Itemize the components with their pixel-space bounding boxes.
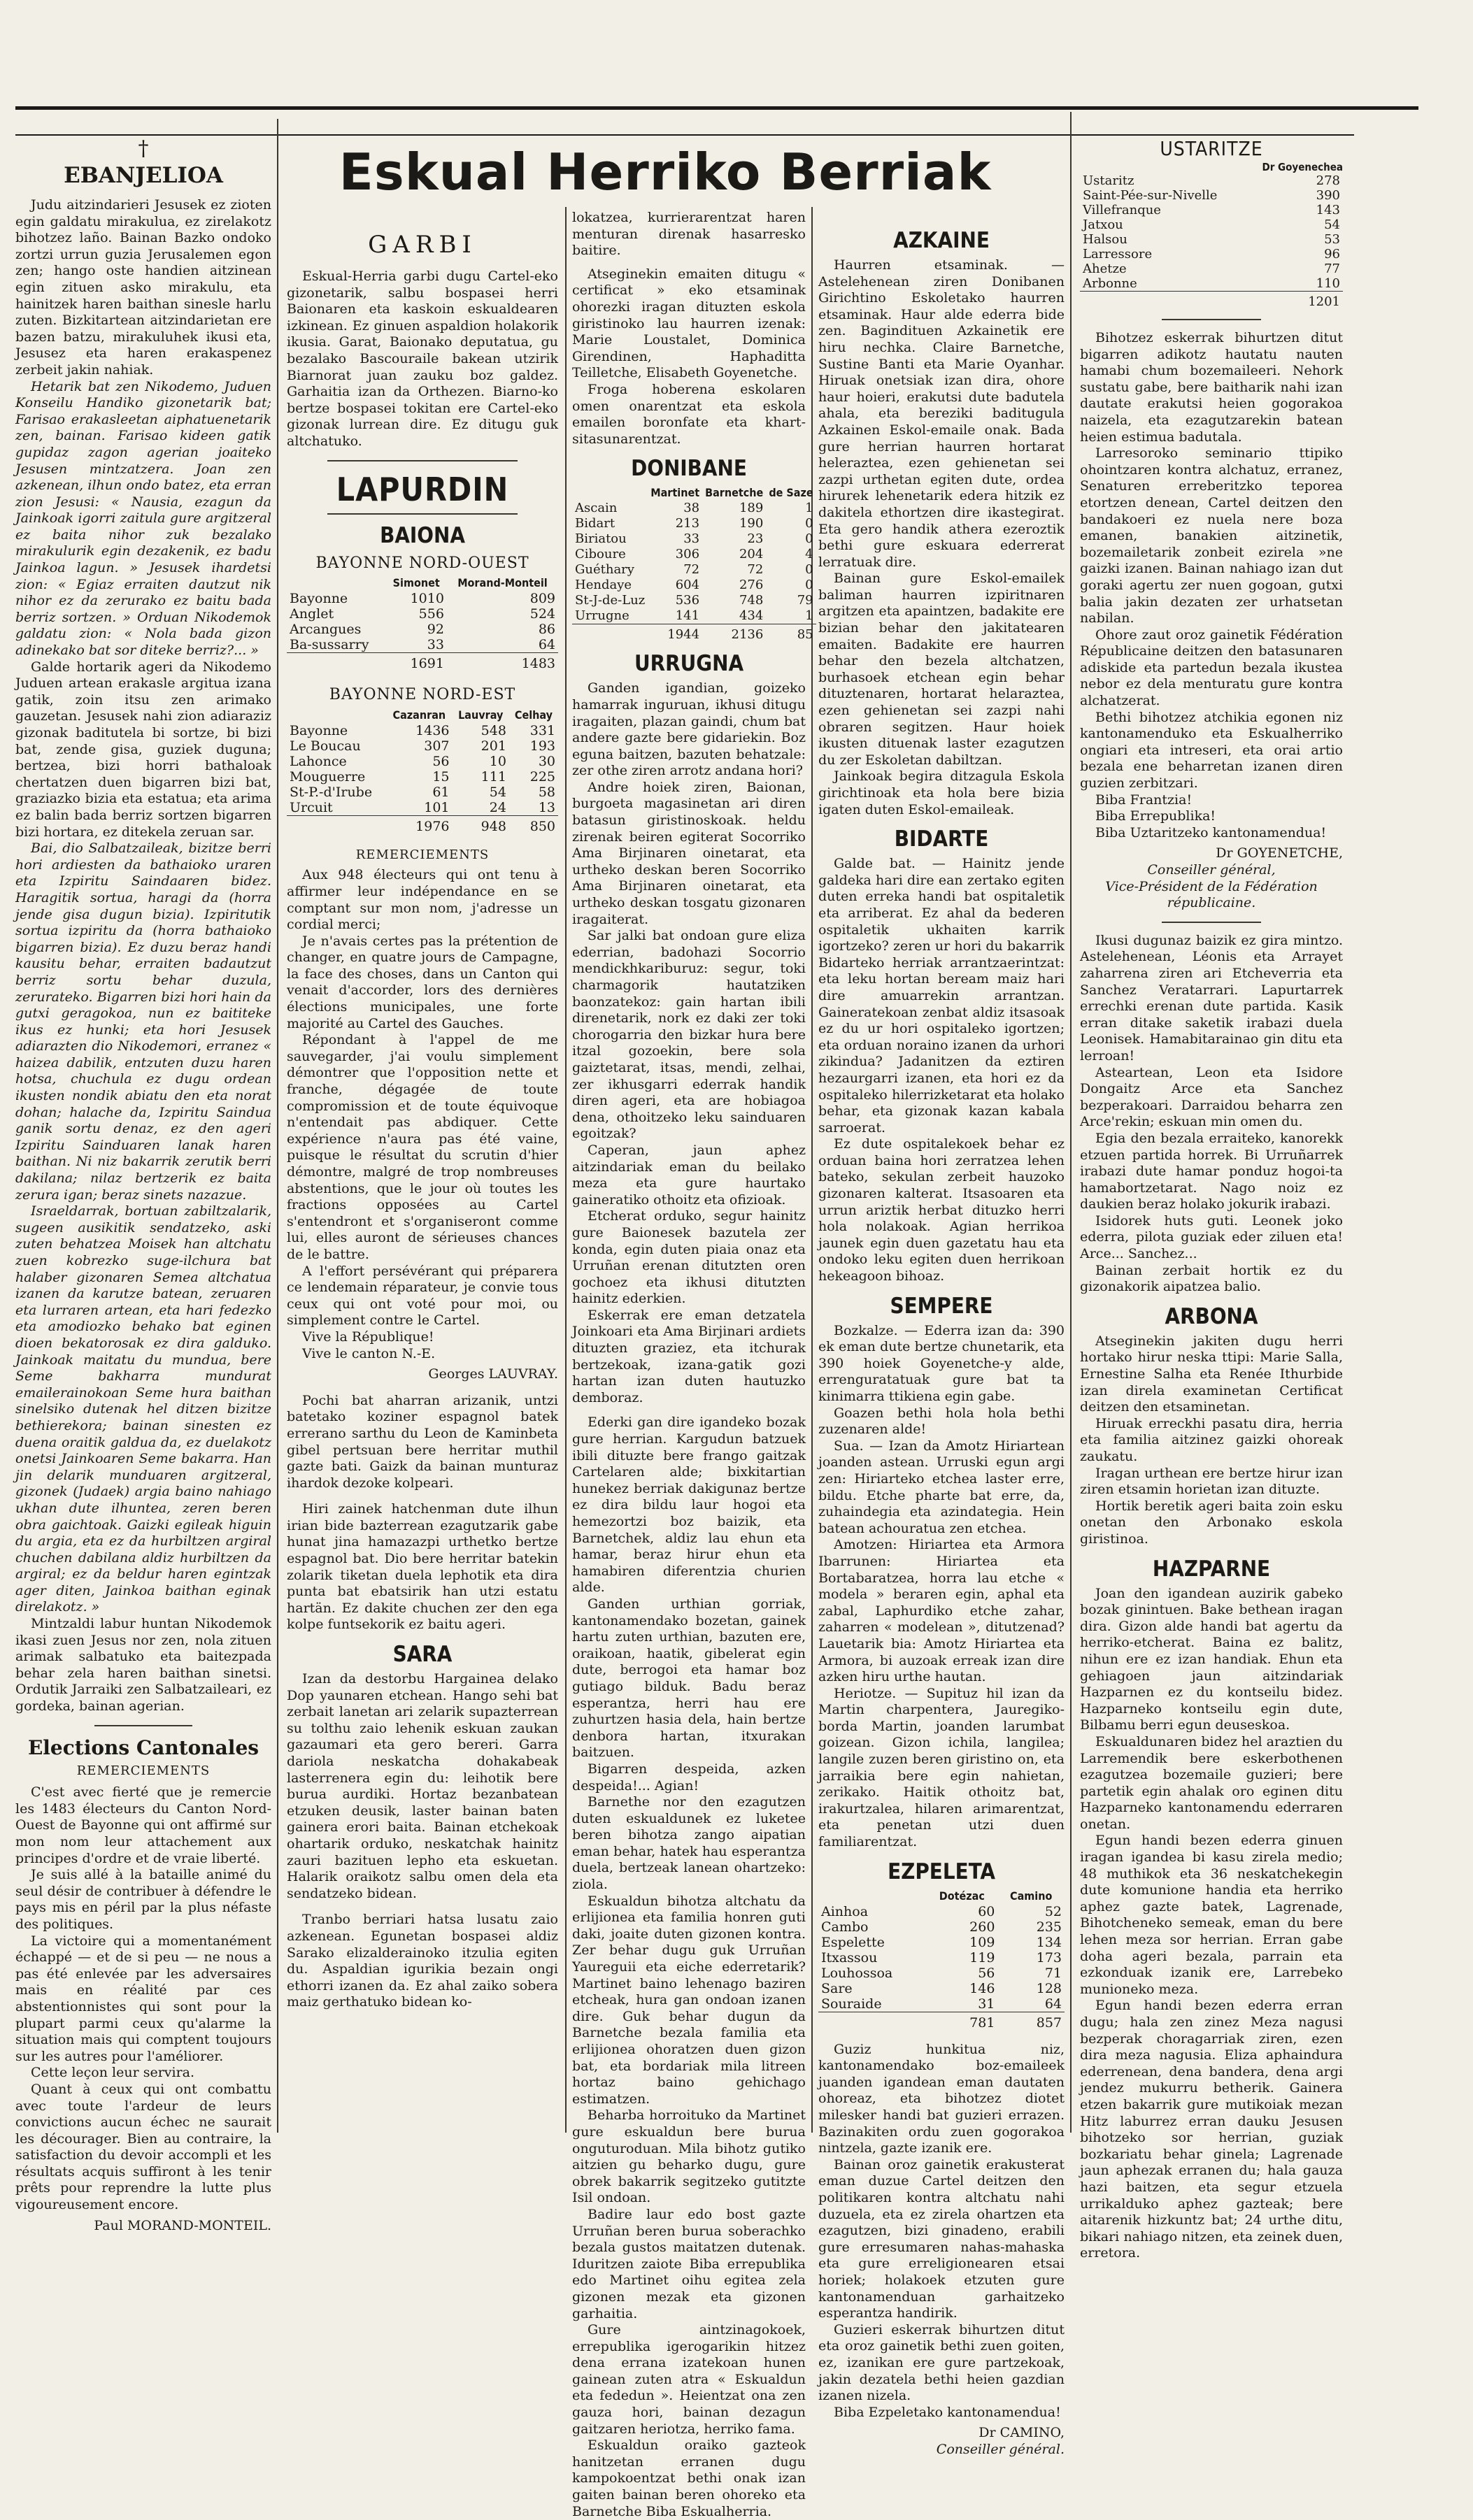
bne-title: BAYONNE NORD-EST: [329, 686, 516, 704]
pochi-paragraph: Pochi bat aharran arizanik, untzi batetako koziner espagnol batek errerano sarthu du Leon de Kaminbeta gibel pertsuan bere herritar muthil gazte bati. Gaizk da bainan munturaz ihardok dezoke kolpeari.: [287, 1392, 558, 1491]
urrugna-paragraph: Eskerrak ere eman detzatela Joinkoari eta Ama Birjinari ardiets dituzten graziez, eta itchurak bertzekoak, izana-gatik gozi hartan izan duten hautuzko demboraz.: [572, 1307, 806, 1405]
ustaritze-paragraph: Biba Errepublika!: [1095, 808, 1216, 824]
sara-paragraph: Izan da destorbu Hargainea delako Dop yaunaren etchean. Hango sehi bat zerbait lanetan ari zelarik supazterrean su tolthu zaio lehenik eskuan zaukan gazaumari eta gero bereri. Garra dariola neskatcha dohakabeak lasterrenera egin du: leihotik bere burua aurdiki. Hortaz bezanbatean etzuken deusik, laster bainan baten gainera erori baita. Bainan etchekoak ohartarik orduko, neskatchak hainitz zauri bazituen lepho eta eskuetan. Halarik oraikotz salbu omen dela eta sendatzeko bidean.: [287, 1671, 558, 1901]
separator: [327, 513, 518, 515]
table-row: Biriatou 33 23 0: [575, 531, 813, 547]
table-row: Larressore 96: [1083, 247, 1340, 262]
bno-table: Simonet Morand-Monteil Bayonne 1010 809 Anglet 556 524 Arcangues 92 86 Ba-sussarry 33 64 1691 1483: [287, 575, 558, 671]
urrugna-paragraph: Etcherat orduko, segur hainitz gure Baionesek bazutela zer konda, egin duten piaia onaz eta Urruñan erenan ditutzten oren gochoez eta ikhusi ditutzten hainitz ederkien.: [572, 1208, 806, 1307]
azkaine-paragraph: Jainkoak begira ditzagula Eskola girichtinoak eta hola bere bizia igaten duten Eskol-emaileak.: [818, 768, 1065, 817]
column-1: [15, 136, 271, 2233]
sara-title: SARA: [392, 1642, 453, 1668]
sempere-paragraph: Bozkalze. — Ederra izan da: 390 ek eman dute bertze chunetarik, eta 390 hoiek Goyenetche-y alde, errenguratatuak gure bat ta kinimarra ttikiena egin gabe.: [818, 1322, 1065, 1404]
table-row: St-J-de-Luz 536 748 79: [575, 593, 813, 608]
table-row: Ciboure 306 204 4: [575, 547, 813, 562]
hiri-paragraph: Hiri zainek hatchenman dute ilhun irian bide bazterrean ezagutzarik gabe hunat jina hamazazpi urthetko bertze espagnol bat. Dio bere herritar batekin zolarik tiketan duela lephotik eta dira punta bat ebatsirik han utzi estatu hartän. Ez dakite chuchen zer den ega kolpe funtsekorik ez baitu ageri.: [287, 1501, 558, 1633]
lauvray-paragraph: Vive la République!: [302, 1329, 434, 1345]
ezpeleta-paragraph: Bainan oroz gainetik erakusterat eman duzue Cartel deitzen den politikaren kontra altchatu nahi duzuela, eta ez zirela ohartzen eta ezagutzen, bizi ginadeno, erabili gure erresumaren nahas-mahaska eta gure erreligionearen etsai horiek; holakoek etzuten gure kantonamenduan garhaitzeko esperantza handirik.: [818, 2156, 1065, 2321]
arbona-paragraph: Hiruak erreckhi pasatu dira, herria eta familia aitzinez gaizki ohoreak zaukatu.: [1080, 1415, 1343, 1464]
urrugna-paragraph: Sar jalki bat ondoan gure eliza ederrian, badohazi Socorrio mendickhkariburuz: segur, toki charmagorik hautatziken baonzatekoz: gain hartan ibili direnetarik, nork ez daki zer toki chorogarria den bizkar hura bere itzal gozoekin, bere sola gaiztetarat, itsas, mendi, zelhai, zer ikhusgarri ederrak handik diren ageri, eta are hobiagoa dena, othoitzeko leku sainduaren egoitzak?: [572, 928, 806, 1142]
ezpeleta-paragraph: Guzieri eskerrak bihurtzen ditut eta oroz gainetik bethi zuen goiten, ez, izanikan ere gure partzekoak, jakin dezatela bethi heien gazdian izanen nizela.: [818, 2321, 1065, 2404]
lapurdin-title: LAPURDIN: [336, 470, 509, 508]
table-row: Bayonne 1436 548 331: [290, 722, 555, 738]
masthead-title: Eskual Herriko Berriak: [339, 143, 992, 201]
table-row: Urrugne 141 434 1: [575, 608, 813, 624]
col3-paragraph: Atseginekin emaiten ditugu « certificat » eko etsaminak ohorezki iragan dituzten eskola giristinoko lau haurren izenak: Marie Loustalet, Dominica Girendinen, Haphaditta Teilletche, Elisabeth Goyenetche.: [572, 266, 806, 381]
table-row: Bidart 213 190 0: [575, 516, 813, 531]
sempere-paragraph: Amotzen: Hiriartea eta Armora Ibarrunen: Hiriartea eta Bortabaratzea, horra lau etche « modela » beraren egin, aphal eta zabal, Laphurdiko etche zahar, zaharren « modelean », ditutzenad? Lauetarik bia: Amotz Hiriartea eta Armora, bi auzoak erreak izan dire azken hiru urthe hautan.: [818, 1537, 1065, 1685]
urrugna-paragraph: Eskualdun oraiko gazteok hanitzetan erranen dugu kampokoentzat bethi onak izan gaiten bainan beren ohoreko eta Barnetche Biba Eskualherria.: [572, 2437, 806, 2519]
separator: [94, 1725, 192, 1726]
ustaritze-title: USTARITZE: [1160, 137, 1263, 160]
urrugna-paragraph: Ederki gan dire igandeko bozak gure herrian. Kargudun batzuek ibili dituzte bere frango gaitzak Cartelaren alde; bixkitartian hunekez berriak dakigunaz bertze ez dira bildu laur hogoi eta hemezortzi boz baizik, eta Barnetchek, aldiz lau ehun eta hamar, beraz hirur ehun eta hamabiren diferentzia churien alde.: [572, 1415, 806, 1596]
col3-paragraph: lokatzea, kurrierarentzat haren menturan direnak hasarresko baitire.: [572, 210, 806, 259]
column-rule: [1070, 112, 1072, 2133]
lauvray-paragraph: Aux 948 électeurs qui ont tenu à affirmer leur indépendance en se comptant sur mon nom, j'adresse un cordial merci;: [287, 867, 558, 933]
pilota-paragraph: Asteartean, Leon eta Isidore Dongaitz Arce eta Sanchez bezperakoari. Darraidou beharra zen Arce'rekin; eskuan min omen du.: [1080, 1064, 1343, 1130]
lauvray-paragraph: A l'effort persévérant qui préparera ce lendemain réparateur, je convie tous ceux qui ont voté pour moi, ou simplement contre le Cartel.: [287, 1263, 558, 1329]
column-4: [818, 210, 1065, 2457]
table-row: Hendaye 604 276 0: [575, 578, 813, 593]
elections-paragraph: Quant à ceux qui ont combattu avec toute l'ardeur de leurs convictions aucun échec ne saurait les décourager. Bien au contraire, la satisfaction du devoir accompli et les résultats acquis suffiront à les tenir prêts pour reprendre la lutte plus vigoureusement encore.: [15, 2081, 271, 2213]
ezpeleta-title: EZPELETA: [888, 1859, 995, 1884]
table-row: Saint-Pée-sur-Nivelle 390: [1083, 188, 1340, 203]
ebanjelioa-paragraph: Bai, dio Salbatzaileak, bizitze berri hori ardiesten da bathaioko uraren eta Izpiritu Saindaaren bidez. Haragitik sortua, haragi da (horra jende gisa dugun bizia). Izpiritutik sortua izpiritu da (horra bathaioko bigarren bizia). Ez duzu beraz handi kausitu behar, erraiten badautzut berriz sortu behar duzula, zerurateko. Bigarren bizi hori hain da gutxi geragokoa, nun ez baititeke ikus ez hunki; eta hori Jesusek adiarazten dio Nikodemori, erranez « haizea dabilik, entzuten duzu haren hotsa, chuchula ez dugu ordean ikusten nondik abiatu den eta norat dohan; halache da, Izpiritu Saindua ganik sortu denaz, ez den ageri Izpiritu Sainduaren lanak haren baithan. Ni niz bakarrik zerutik berri dakilana; nilaz bertzerik ez baita zerura igan; beraz sinets nazazue.: [15, 840, 271, 1203]
table-total-row: 1976 948 850: [287, 815, 558, 834]
table-row: Jatxou 54: [1083, 217, 1340, 232]
table-row: Ainhoa 60 52: [821, 1903, 1062, 1919]
table-row: Louhossoa 56 71: [821, 1965, 1062, 1981]
urrugna-paragraph: Bigarren despeida, azken despeida!... Agian!: [572, 1761, 806, 1794]
ustaritze-paragraph: Biba Uztaritzeko kantonamendua!: [1095, 824, 1327, 840]
table-row: Lahonce 56 10 30: [290, 753, 555, 769]
ezpeleta-table: Dotézac Camino Ainhoa 60 52 Cambo 260 235 Espelette 109 134 Itxassou 119 173 Louhossoa 56 71 Sare 146 128 Souraide 31 64 781 857: [818, 1889, 1065, 2031]
sempere-paragraph: Heriotze. — Supituz hil izan da Martin charpentera, Jauregiko-borda Martin, joanden larumbat goizean. Gizon ichila, langilea; langile zuzen beren giristino on, eta jarraikia bere egin nahietan, zerikako. Haitik othoitz bat, irakurtzalea, hilaren arimarentzat, eta penetan utzi duen familiarentzat.: [818, 1685, 1065, 1850]
table-row: Mouguerre 15 111 225: [290, 768, 555, 785]
ustaritze-paragraph: Bihotzez eskerrak bihurtzen ditut bigarren adikotz hautatu nauten hamabi chum bozemaileeri. Nehork sustatu gabe, bere baitharik nahi izan dautate erakutsi heien gogorakoa naizela, eta ezagutzarekin batean heien estimua badutala.: [1080, 330, 1343, 445]
ezpeleta-paragraph: Guziz hunkitua niz, kantonamendako boz-emaileek juanden igandean eman dautaten ohoreaz, eta bihotzez diotet milesker handi bat guzieri errazen. Bazinakiten ordu zuen gogorakoa nintzela, gazte izanik ere.: [818, 2041, 1065, 2156]
ebanjelioa-title: EBANJELIOA: [64, 163, 223, 188]
urrugna-paragraph: Ganden urthian gorriak, kantonamendako bozetan, gainek hartu zuten urthian, bazuten ere, oraikoan, haatik, gibelerat egin dute, berrogoi eta hamar boz gutiago bilduk. Badu beraz esperantza, herri hau ere zuhurtzen hasia dela, hain bertze denbora hartan, itxurakan baitzuen.: [572, 1596, 806, 1761]
azkaine-paragraph: Bainan gure Eskol-emailek baliman haurren izpiritnaren argitzen eta apaintzen, badakite ere bizian behar den jakitatearen emaiten. Badakite ere haurren behar den bezela altchatzen, burhasoek etchean egin behar dituztenaren, hortarat helaraztea, ezen gehienetan sei zazpi nahi obraren segitzen. Haur hoiek ikusten dituenak laster ezagutzen du zer Eskoletan dabiltzan.: [818, 571, 1065, 768]
ustaritze-paragraph: Ohore zaut oroz gainetik Fédération Républicaine deitzen den batasunaren adiskide eta partedun bezala ikustea nebor ez dela menturatu gure kontra alchatzerat.: [1080, 627, 1343, 709]
separator: [327, 460, 518, 461]
bne-table: Cazanran Lauvray Celhay Bayonne 1436 548 331 Le Boucau 307 201 193 Lahonce 56 10 30 Mouguerre 15 111 225 St-P.-d'Irube 61 54 58 Urcuit 101 24 13 1976 948 850: [287, 708, 558, 834]
table-row: Urcuit 101 24 13: [290, 799, 555, 815]
pilota-paragraph: Egia den bezala erraiteko, kanorekk etzuen partida horrek. Bi Urruñarrek irabazi dute hamar ponduz hogoi-ta hamabortzetarat. Nago noiz ez daukien beraz holako jokurik irabazi.: [1080, 1130, 1343, 1212]
elections-paragraph: C'est avec fierté que je remercie les 1483 électeurs du Canton Nord-Ouest de Bayonne qui ont affirmé sur mon nom leur attachement aux principes d'ordre et de vraie liberté.: [15, 1784, 271, 1866]
arbona-paragraph: Hortik beretik ageri baita zoin esku onetan den Arbonako eskola giristinoa.: [1080, 1498, 1343, 1547]
goyenechea-label: Dr Goyenechea: [1262, 161, 1343, 173]
column-3: [572, 210, 813, 2519]
table-total-row: 781 857: [818, 2012, 1065, 2031]
ezpeleta-paragraph: Biba Ezpeletako kantonamendua!: [834, 2404, 1061, 2420]
table-row: Souraide 31 64: [821, 1996, 1062, 2012]
donibane-table: Martinet Barnetche de Saze Ascain 38 189 1 Bidart 213 190 0 Biriatou 33 23 0 Ciboure 306 204 4 Guéthary 72 72 0 Hendaye 604 276 0 St-J-de-Luz 536 748 79 Urrugne 141 434 1 1944 2136 85: [572, 485, 816, 643]
ustaritze-table: [1080, 173, 1343, 309]
top-rule-thin: [15, 134, 1354, 136]
separator: [1162, 922, 1262, 923]
sempere-title: SEMPERE: [890, 1293, 993, 1319]
pilota-paragraph: Ikusi dugunaz baizik ez gira mintzo. Astelehenean, Léonis eta Arrayet zaharrena ziren ari Etcheverria eta Sanchez Veratarrari. Lapurtarrek errechki erenan dute partida. Kasik erran ditake saketik irabazi duela Leonisek. Hamabitarainao gin ditu eta lerroan!: [1080, 932, 1343, 1064]
table-row: Itxassou 119 173: [821, 1949, 1062, 1966]
ustaritze-paragraph: Biba Frantzia!: [1095, 792, 1193, 808]
bno-title: BAYONNE NORD-OUEST: [315, 554, 529, 572]
urrugna-paragraph: Gure aintzinagokoek, errepublika igerogarikin hitzez dena errana izatekoan hunen gainean zuten atra « Eskualdun eta fededun ». Heientzat ona zen gauza hori, bainan dezagun gaitzaren heriotza, herriko fama.: [572, 2322, 806, 2437]
column-rule: [277, 119, 278, 2133]
table-row: Arbonne 110: [1083, 276, 1340, 291]
ebanjelioa-paragraph: Israeldarrak, bortuan zabiltzalarik, sugeen ausikitik sendatzeko, aski zuten behatzea Moisek han altchatu zuen kobrezko suge-ilchura bat halaber gizonaren Semea altchatua izanen da karutze batean, zeruaren eta lurraren artean, eta hari fedezko eta amodiozko behako bat eginen dioen bekatorosak ez dira galduko. Jainkoak maitatu du mundua, bere Seme bakharra mundurat emailerainokoan Seme hura baithan sinelsiko dutenak hel ditzen bizitze bethierekora; bainan sinesten ez duena oraitik galdua da, ez duelakotz onetsi Jainkoaren Seme bakarra. Han jin delarik munduaren argitzeral, gizonek (Judaek) argia baino nahiago ukhan dute ilhuntea, zeren beren obra gaichtoak. Gaizki egileak higuin du argia, eta ez da hurbiltzen argiral chuchen dabilana aldiz hurbiltzen da argiral; ez da beldur haren egintzak ager diten, Jainkoa baithan eginak direlakotz. »: [15, 1203, 271, 1615]
azkaine-title: AZKAINE: [893, 228, 990, 253]
baiona-title: BAIONA: [380, 522, 465, 548]
table-row: Arcangues 92 86: [290, 622, 555, 638]
urrugna-paragraph: Barnethe nor den ezagutzen duten eskualdunek ez luketee beren bihotza zango aipatian eman behar, hatek hau esperantza duela, bertzeak lanean ohartzeko: ziola.: [572, 1794, 806, 1893]
table-row: Guéthary 72 72 0: [575, 562, 813, 578]
table-row: Bayonne 1010 809: [290, 591, 555, 607]
lauvray-paragraph: Vive le canton N.-E.: [302, 1345, 436, 1361]
urrugna-paragraph: Beharba horroituko da Martinet gure eskualdun bere burua onguturoduan. Mila bihotz gutiko aitzien gu beharko dugu, gure obrek bakarrik segitzeko gutitzte Isil ondoan.: [572, 2107, 806, 2206]
table-row: Le Boucau 307 201 193: [290, 738, 555, 754]
sempere-paragraph: Goazen bethi hola hola bethi zuzenaren alde!: [818, 1405, 1065, 1438]
urrugna-title: URRUGNA: [634, 651, 744, 677]
elections-title: Elections Cantonales: [27, 1735, 259, 1759]
goyenetche-signature: Dr GOYENETCHE,: [1216, 845, 1343, 861]
pilota-paragraph: Isidorek huts guti. Leonek joko ederra, pilota guziak eder ziluen eta! Arce... Sanchez...: [1080, 1212, 1343, 1262]
col3-paragraph: Froga hoberena eskolaren omen onarentzat eta eskola emailen boronfate eta khart-sitasunarentzat.: [572, 381, 806, 447]
lauvray-paragraph: Je n'avais certes pas la prétention de changer, en quatre jours de Campagne, la face des choses, dans un Canton qui venait d'accorder, lors des dernières élections municipales, une forte majorité au Cartel des Gauches.: [287, 933, 558, 1031]
hazparne-paragraph: Joan den igandean auzirik gabeko bozak ginintuen. Bake bethean iragan dira. Gizon alde handi bat agertu da herriko-etcherat. Baina ez balitz, nihun ere ez izan handiak. Ehun eta gehiagoen jaun aitzindariak Hazparnen ez du kontseilu bidez. Hazparneko kontseilu egin dute, Bilbamu berri egun deuseskoa.: [1080, 1585, 1343, 1733]
table-row: Sare 146 128: [821, 1980, 1062, 1996]
urrugna-paragraph: Andre hoiek ziren, Baionan, burgoeta magasinetan ari diren batasun giristinoskoak. heldu zirenak beiren egiterat Socorriko Ama Birjinaren oinetarat, eta urtheko deskan beren Socorriko Ama Birjinaren oinetarat, eta urtheko deskan tosgatu gizonaren iragaiterat.: [572, 779, 806, 927]
urrugna-paragraph: Eskualdun bihotza altchatu da erlijionea eta familia honren guti daki, joaite duten gizonen kontra. Zer behar dugu guk Urruñan Yaureguii eta eiche ederretarik? Martinet baino lehenago baziren etcheak, hura gan ondoan izanen dire. Guk behar dugun da Barnetche bezala familia eta erlijionea ohoratzen duen gizon bat, eta bordariak mila litreen hortaz baino gehichago estimatzen.: [572, 1893, 806, 2107]
elections-paragraph: La victoire qui a momentanément échappé — et de si peu — ne nous a pas été enlevée par les adversaires mais en réalité par ces abstentionnistes qui sont pour la plupart parmi ceux qu'alarme la situation mais qui comptent toujours sur les autres pour l'améliorer.: [15, 1933, 271, 2064]
ebanjelioa-paragraph: Mintzaldi labur huntan Nikodemok ikasi zuen Jesus nor zen, nola zituen arimak salbatuko eta baitezpada behar zela haren baithan sinetsi. Ordutik Jarraiki zen Salbatzaileari, ez gordeka, bainan agerian.: [15, 1616, 271, 1714]
elections-signature: Paul MORAND-MONTEIL.: [94, 2217, 271, 2233]
table-row: Ahetze 77: [1083, 262, 1340, 276]
hazparne-paragraph: Egun handi bezen ederra ginuen iragan igandea bi kasu zirela medio; 48 muthikok eta 36 neskatchekegin dute komunione handia eta herriko aphez gazte batek, Lagrenade, Bihotcheneko semeak, eman du bere lehen meza sor herrian. Erran gabe doha ageri bezala, parrain eta ezkonduak izanik ere, Larrebeko munioneko meza.: [1080, 1833, 1343, 1997]
urrugna-paragraph: Ganden igandian, goizeko hamarrak inguruan, ikhusi ditugu iragaiten, plazan gaindi, chum bat andere gazte bere gidariekin. Boz eguna baitzen, bazuten behatzale: zer othe ziren arrotz andana hori?: [572, 680, 806, 779]
table-total-row: 1691 1483: [287, 653, 558, 672]
sempere-paragraph: Sua. — Izan da Amotz Hiriartean joanden astean. Urruski egun argi zen: Hiriarteko etchea laster erre, bildu. Etche pharte bat erre, da, zuhaindegia eta azindategia. Hein batean achouratua zen etchea.: [818, 1438, 1065, 1536]
arbona-paragraph: Atseginekin jakiten dugu herri hortako hirur neska ttipi: Marie Salla, Ernestine Salha eta Renée Ithurbide izan direla examinetan Certificat deitzen den etsaminetan.: [1080, 1333, 1343, 1415]
column-rule: [565, 207, 567, 2133]
azkaine-paragraph: Haurren etsaminak. — Astelehenean ziren Donibanen Girichtino Eskoletako haurren etsaminak. Haur alde ederra bide zen. Bagindituen Azkainetik ere hiru nechka. Claire Barnetche, Sustine Banti eta Marie Oyanhar. Hiruak onetsiak izan dira, ohore haur hoieri, erakutsi dute badutela ahala, eta bereziki baditugula Azkainen Eskol-emaile onak. Bada gure herrian haurren hortarat heleraztea, ezen gehienetan sei zazpi urthetan egiten dute, ordea hirurek lehenetarik edera hitzik ez dakitela ethortzen dire ikastegirat. Eta gero handik athera ezeroztik bethi gure eskuara ederrerat lerratuak dire.: [818, 257, 1065, 570]
camino-signature: Dr CAMINO,: [979, 2425, 1065, 2441]
elections-paragraph: Cette leçon leur servira.: [31, 2065, 195, 2081]
urrugna-paragraph: Badire laur edo bost gazte Urruñan beren burua soberachko bezala gustos maitatzen dutenak. Iduritzen zaiote Biba errepublika edo Martinet oihu egitea zela gizonen mezak eta gizonen garhaitia.: [572, 2206, 806, 2321]
remerciements-heading: REMERCIEMENTS: [76, 1763, 211, 1778]
lauvray-signature: Georges LAUVRAY.: [428, 1366, 558, 1382]
table-row: Anglet 556 524: [290, 606, 555, 622]
goyenetche-title: Conseiller général,: [1147, 862, 1276, 878]
arbona-title: ARBONA: [1165, 1303, 1258, 1329]
tranbo-paragraph: Tranbo berriari hatsa lusatu zaio azkenean. Egunetan bospasei aldiz Sarako elizalderainoko itzulia egiten du. Aspaldian igurikia bezain ongi ethorri izanen da. Ez ahal zaiko sobera maiz gerthatuko bidean ko-: [287, 1912, 558, 2010]
camino-title: Conseiller général.: [936, 2441, 1065, 2457]
table-row: Halsou 53: [1083, 232, 1340, 247]
table-row: Ustaritz 278: [1083, 173, 1340, 188]
hazparne-title: HAZPARNE: [1152, 1556, 1271, 1582]
table-total-row: 1944 2136 85: [572, 624, 816, 643]
garbi-title: GARBI: [368, 231, 477, 259]
ustaritze-paragraph: Larresoroko seminario ttipiko ohointzaren kontra alchatuz, erranez, Senaturen erreberitzko teporea etortzen denean, Cartel deitzen den bandakoeri ez nuela nere boza emanen, banakien aitzinetik, bozemailetarik zonbeit ezirela »ne gaizki izanen. Bainan nahiago izan dut goraki agertu zer nuen gogoan, gutxi balia jakin dezaten zer urhatsetan nabilan.: [1080, 445, 1343, 627]
bidarte-paragraph: Galde bat. — Hainitz jende galdeka hari dire ean zertako egiten duten erreka handi bat ospitaletik eta arriberat. Ez ahal da bederen ospitaletik ukhaiten karrik igortzeko? zeren ur hori du bakarrik Bidarteko herriak arrantzaerintzat: eta leku hortan beream maiz hari dire amuarrekin arrantzan. Gaineratekoan zenbat aldiz itsasoak ez du ur hori ospitaleko igortzen; eta orduan noraino izanen da urhori zikindua? Jadanitzen da eztiren hezaurgarri izanen, eta hori ez da ospitaleko hilerrizketarat eta holako behar, eta gizonak kazan kabala sarroerat.: [818, 856, 1065, 1136]
separator: [1162, 319, 1262, 320]
table-row: St-P.-d'Irube 61 54 58: [290, 784, 555, 800]
ebanjelioa-paragraph: Judu aitzindarieri Jesusek ez zioten egin galdatu mirakulua, ez zirelakotz bihotzez laño. Bainan Bazko ondoko zortzi urrun guzia Jerusalemen egon zen; hango oste handien aitzinean egin zituen asko mirakulu, eta hainitzek haren baithan sinesle harlu zuten. Bizkitartean aitzindarietan ere bazen batzu, mirakuluhek ikusi eta, Jesusez eta haren erakaspenez zerbeit jakin nahiak.: [15, 197, 271, 378]
ustaritze-paragraph: Bethi bihotzez atchikia egonen niz kantonamenduko eta Eskualherriko ongiari eta intreseri, eta orai artio bezala ene beharretan izanen diren guzien zerbitzari.: [1080, 709, 1343, 792]
pilota-paragraph: Bainan zerbait hortik ez du gizonakorik aipatzea balio.: [1080, 1262, 1343, 1295]
bidarte-paragraph: Ez dute ospitalekoek behar ez orduan baina hori zerratzea lehen bateko, sekulan zerbeit hauzoko gizonaren kalterat. Itsasoaren eta urrun ariztik herbat dituzko herri hola nolakoak. Agian herrikoa jaunek egin duen gazetatu hau eta ondoko leku egiten duen herrikoan hekeagoon bihoaz.: [818, 1136, 1065, 1284]
table-row: Cambo 260 235: [821, 1919, 1062, 1935]
cross-icon: †: [138, 136, 149, 161]
bidarte-title: BIDARTE: [894, 826, 989, 852]
remerciements-heading: REMERCIEMENTS: [355, 847, 490, 862]
lauvray-paragraph: Répondant à l'appel de me sauvegarder, j'ai voulu simplement démontrer que l'opposition nette et franche, dégagée de toute compromission et de toute équivoque n'entendait pas abdiquer. Cette expérience n'aura pas été vaine, puisque le résultat du scrutin d'hier démontre, malgré de trop nombreuses abstentions, que le jour où toutes les fractions opposées au Cartel s'entendront et s'organiseront comme lui, elles auront de sérieuses chances de le battre.: [287, 1032, 558, 1262]
goyenetche-title: Vice-Président de la Fédération républicaine.: [1105, 878, 1318, 911]
table-row: Ascain 38 189 1: [575, 501, 813, 516]
elections-paragraph: Je suis allé à la bataille animé du seul désir de contribuer à défendre le pays mis en péril par la plus néfaste des politiques.: [15, 1867, 271, 1932]
hazparne-paragraph: Egun handi bezen ederra erran dugu; hala zen zinez Meza nagusi bezperak choragarriak ziren, ezen dira meza nagusia. Eliza aphaindura ederrenean, dena bandera, dena argi jendez mukurru betherik. Gainera etzen bakarrik gure mutikoiak mezan Hitz laburrez erran dauku Jesusen bihotzeko sor herrian, guziak bozkariatu behar ginela; Lagrenade jaun aphezak erranen du; hala gauza hazi baitzen, eta segur etzuela urrikalduko aphez gazteak; bere aitarenik hizkuntz bat; 24 urthe ditu, bikari nahiago nitzen, eta zeinek duen, erretora.: [1080, 1998, 1343, 2261]
table-row: Ba-sussarry 33 64: [290, 637, 555, 653]
hazparne-paragraph: Eskualdunaren bidez hel araztien du Larremendik bere eskerbothenen ezagutzea bozemaile guzieri; bere partetik egin ahalak oro eginen ditu Hazparneko kantonamendu ederraren onetan.: [1080, 1733, 1344, 1832]
garbi-paragraph: Eskual-Herria garbi dugu Cartel-eko gizonetarik, salbu bospasei herri Baionaren eta kaskoin eskualdearen izkinean. Ez ginuen aspaldion holakorik ikusia. Garat, Baionako deputatua, gu bezalako Bascouraile bakean utzirik Biarnorat juan zauku boz galdez. Garhaitia izan da Orthezen. Biarno-ko bertze bospasei tokitan ere Cartel-eko gizonak lurrean dire. Ez ditugu guk altchatuko.: [287, 269, 558, 449]
column-5: [1080, 137, 1344, 2261]
top-rule: [15, 106, 1418, 110]
table-row: Espelette 109 134: [821, 1934, 1062, 1950]
column-2: [287, 210, 558, 2133]
urrugna-paragraph: Caperan, jaun aphez aitzindariak eman du beilako meza eta gure haurtako gaineratiko othoitz eta ofizioak.: [572, 1142, 806, 1208]
table-total-row: 1201: [1080, 292, 1343, 310]
table-row: Villefranque 143: [1083, 203, 1340, 217]
donibane-title: DONIBANE: [631, 456, 747, 482]
arbona-paragraph: Iragan urthean ere bertze hirur izan ziren etsamin horietan izan dituzte.: [1080, 1465, 1343, 1498]
ebanjelioa-paragraph: Galde hortarik ageri da Nikodemo Juduen artean erakasle argitua izana gatik, zoin itsu zen arimako gauzetan. Jesusek nahi zion adiaraziz gizonak baditutela bi sortze, bi bizi bat, zende gisa, guziek duguna; bertzea, bizi horri bathaloak chertatzen duen bigarren bizi bat, graziazko bizia eta estatua; eta arima ez balin bada berriz sortzen bigarren bizi hortara, ez ditekela zeruan sar.: [15, 659, 271, 840]
ebanjelioa-paragraph: Hetarik bat zen Nikodemo, Juduen Konseilu Handiko gizonetarik bat; Farisao erakasleetan aiphatuenetarik zen, bainan. Farisao kideen gatik gupidaz zagon agerian joaiteko Jesusen mintzatzera. Joan zen azkenean, ilhun ondo batez, eta erran zion Jesusi: « Nausia, ezagun da Jainkoak igorri zaitula gure argitzeral ez baita nihor zuk bezalako mirakulurik egin dezakenik, ez badu Jainkoa lagun. » Jesusek ihardetsi zion: « Egiaz erraiten dautzut nik nihor ez da zerurako ez baitu bada berriz sortzen. » Orduan Nikodemok galdatu zion: « Nola bada gizon adinekako bat sor diteke berriz?... »: [15, 378, 271, 659]
